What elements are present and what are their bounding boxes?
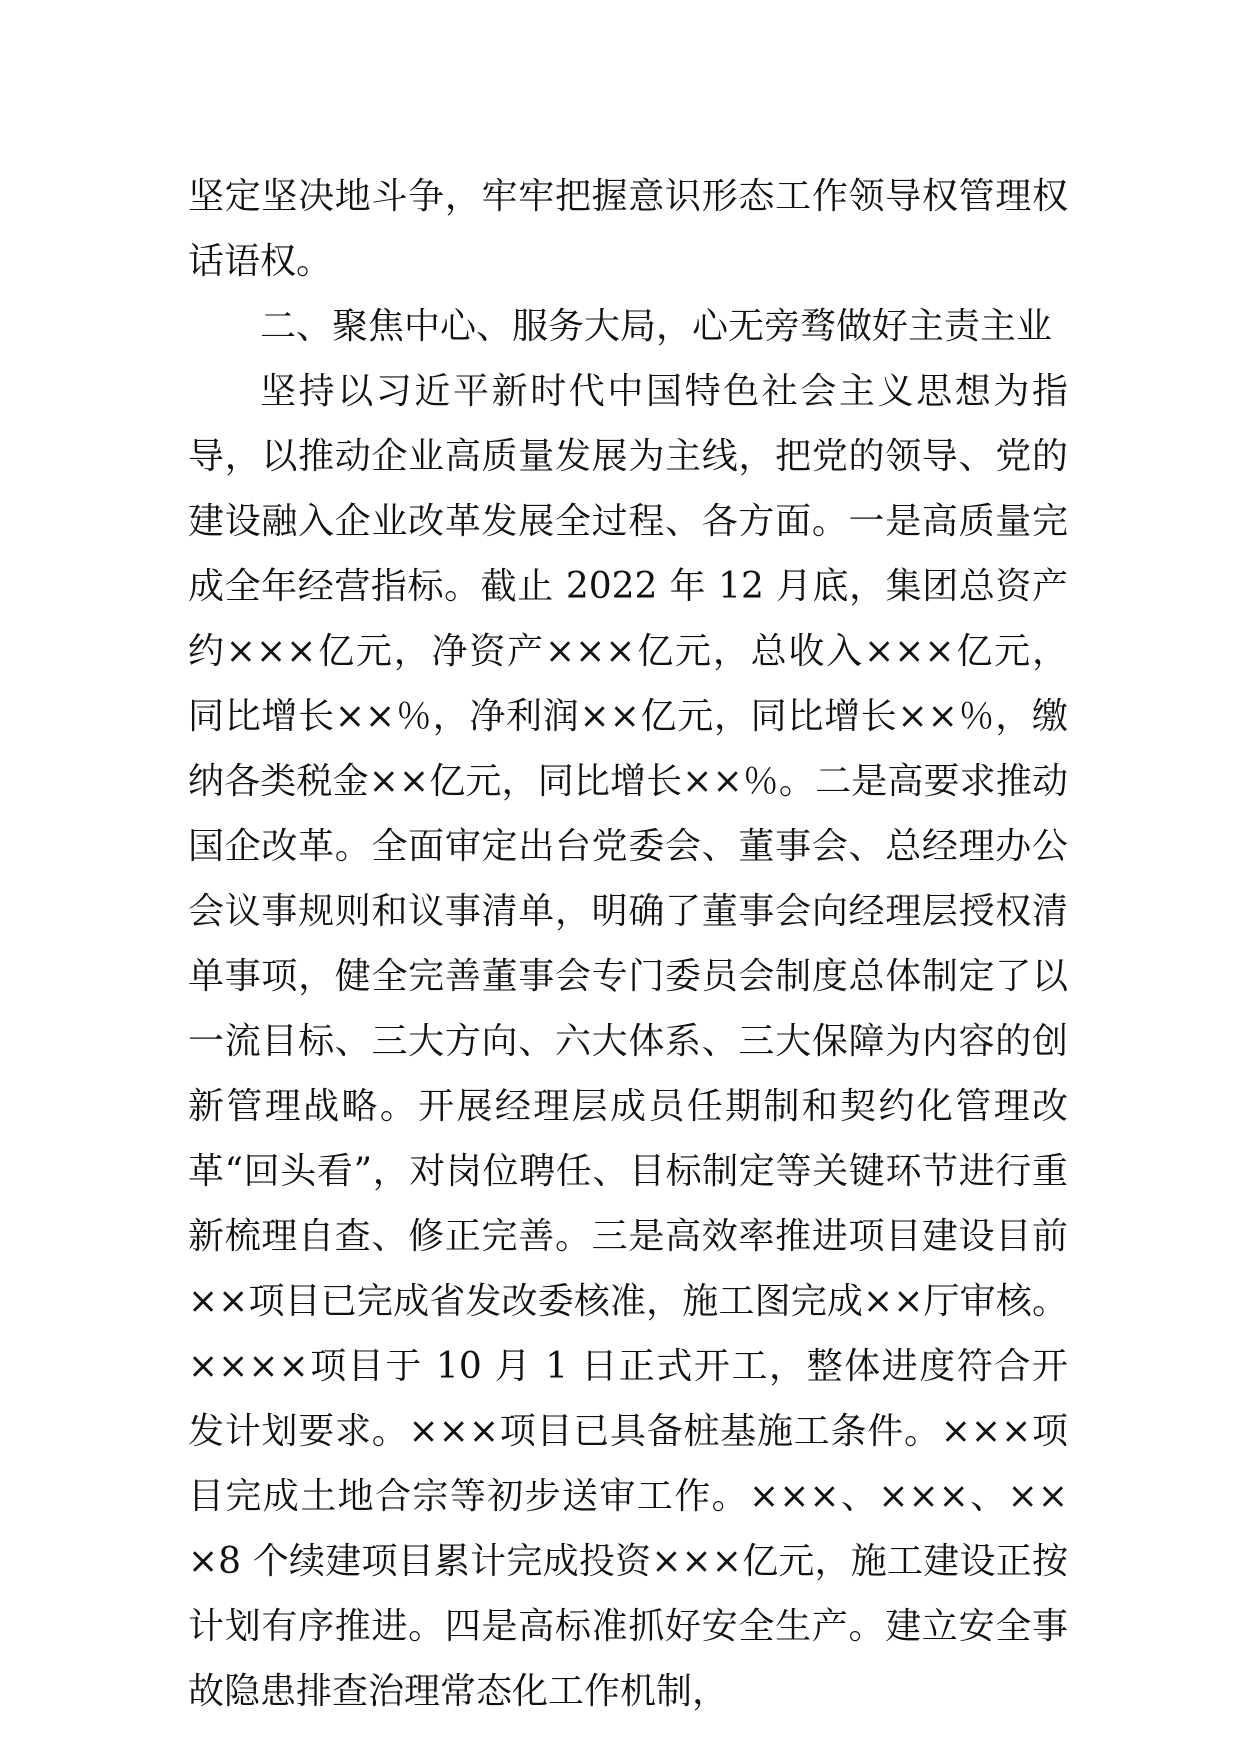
continued-paragraph: 坚定坚决地斗争，牢牢把握意识形态工作领导权管理权话语权。	[188, 176, 1068, 282]
document-body	[188, 164, 1068, 1724]
section-heading: 二、聚焦中心、服务大局，心无旁骛做好主责主业	[260, 306, 1053, 347]
main-paragraph: 坚持以习近平新时代中国特色社会主义思想为指导，以推动企业高质量发展为主线，把党的领导、党的建设融入企业改革发展全过程、各方面。一是高质量完成全年经营指标。截止 2022 年 12 月底，集团总资产约×××亿元，净资产×××亿元，总收入×××亿元，同比增长××％，净利润××亿元，同比增长××％，缴纳各类税金××亿元，同比增长××％。二是高要求推动国企改革。全面审定出台党委会、董事会、总经理办公会议事规则和议事清单，明确了董事会向经理层授权清单事项，健全完善董事会专门委员会制度总体制定了以一流目标、三大方向、六大体系、三大保障为内容的创新管理战略。开展经理层成员任期制和契约化管理改革“回头看”，对岗位聘任、目标制定等关键环节进行重新梳理自查、修正完善。三是高效率推进项目建设目前××项目已完成省发改委核准，施工图完成××厅审核。××××项目于 10 月 1 日正式开工，整体进度符合开发计划要求。×××项目已具备桩基施工条件。×××项目完成土地合宗等初步送审工作。×××、×××、×××8 个续建项目累计完成投资×××亿元，施工建设正按计划有序推进。四是高标准抓好安全生产。建立安全事故隐患排查治理常态化工作机制，	[188, 371, 1068, 1712]
